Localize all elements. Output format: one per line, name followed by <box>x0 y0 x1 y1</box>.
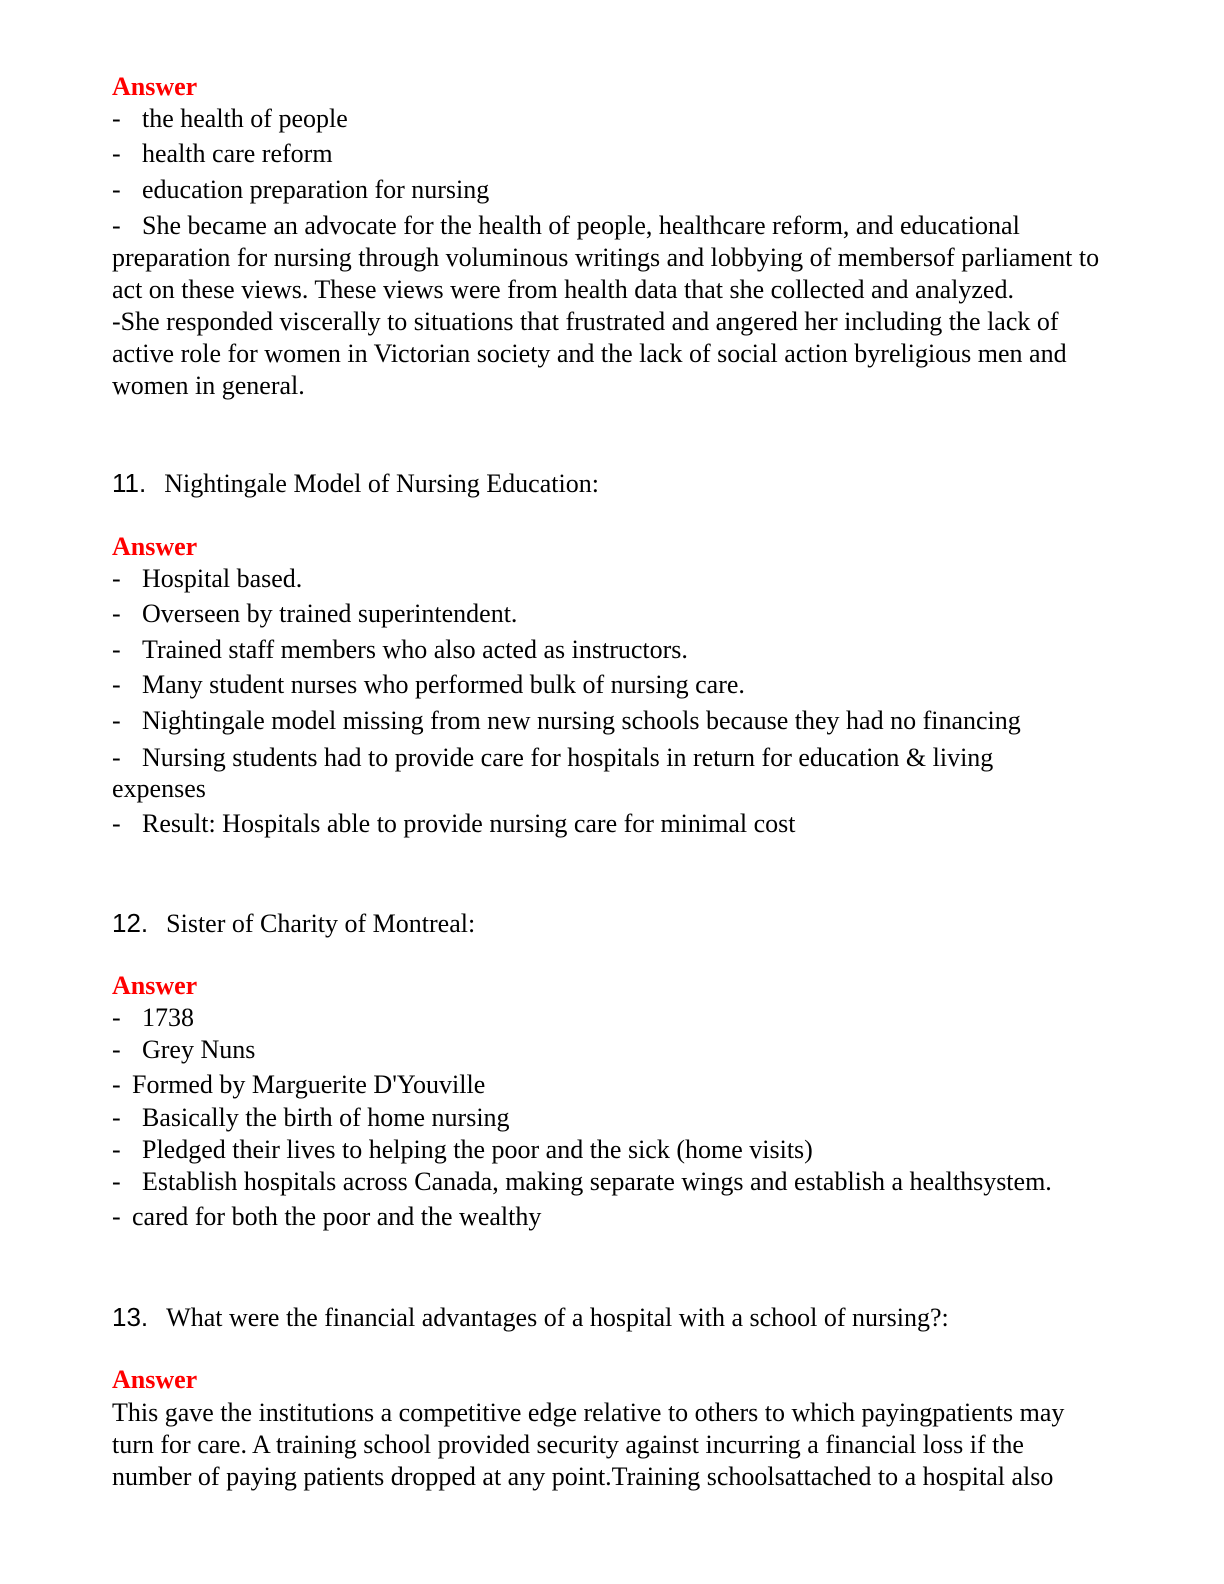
answer-paragraph: - She became an advocate for the health of people, healthcare reform, and educational preparation for nursing through voluminous writings and lobbying of membersof parliament to act on these views. These views were from health data that she collected and analyzed. <box>112 211 1100 304</box>
list-item: - Formed by Marguerite D'Youville <box>112 1070 486 1099</box>
list-item: - the health of people <box>112 104 348 133</box>
list-item: - Basically the birth of home nursing <box>112 1103 510 1132</box>
answer-label: Answer <box>112 1365 198 1394</box>
list-item: - Many student nurses who performed bulk of nursing care. <box>112 670 745 699</box>
question-heading: 13. What were the financial advantages of a hospital with a school of nursing?: <box>112 1302 949 1332</box>
question-heading: 12. Sister of Charity of Montreal: <box>112 908 476 938</box>
list-item: - cared for both the poor and the wealthy <box>112 1202 542 1231</box>
list-item: - education preparation for nursing <box>112 175 490 204</box>
answer-label: Answer <box>112 971 198 1000</box>
list-item: - Establish hospitals across Canada, making separate wings and establish a healthsystem. <box>112 1167 1052 1196</box>
list-item: - Nursing students had to provide care for hospitals in return for education & living <box>112 743 994 772</box>
list-item: - Trained staff members who also acted as instructors. <box>112 635 688 664</box>
answer-paragraph: -She responded viscerally to situations that frustrated and angered her including the lack of active role for women in Victorian society and the lack of social action byreligious men and women in general. <box>112 307 1067 400</box>
list-item: - Pledged their lives to helping the poor and the sick (home visits) <box>112 1135 813 1164</box>
answer-line: turn for care. A training school provided security against incurring a financial loss if the <box>112 1430 1024 1459</box>
list-item-continuation: expenses <box>112 774 206 803</box>
answer-label: Answer <box>112 72 198 101</box>
list-item: - Nightingale model missing from new nursing schools because they had no financing <box>112 706 1021 735</box>
answer-label: Answer <box>112 532 198 561</box>
list-item: - Grey Nuns <box>112 1035 256 1064</box>
list-item: - Overseen by trained superintendent. <box>112 599 518 628</box>
question-heading: 11. Nightingale Model of Nursing Education: <box>112 468 599 498</box>
list-item: - Result: Hospitals able to provide nursing care for minimal cost <box>112 809 796 838</box>
list-item: - Hospital based. <box>112 564 303 593</box>
answer-line: number of paying patients dropped at any point.Training schoolsattached to a hospital also <box>112 1462 1054 1491</box>
list-item: - health care reform <box>112 139 333 168</box>
answer-line: This gave the institutions a competitive edge relative to others to which payingpatients may <box>112 1398 1065 1427</box>
list-item: - 1738 <box>112 1003 194 1032</box>
